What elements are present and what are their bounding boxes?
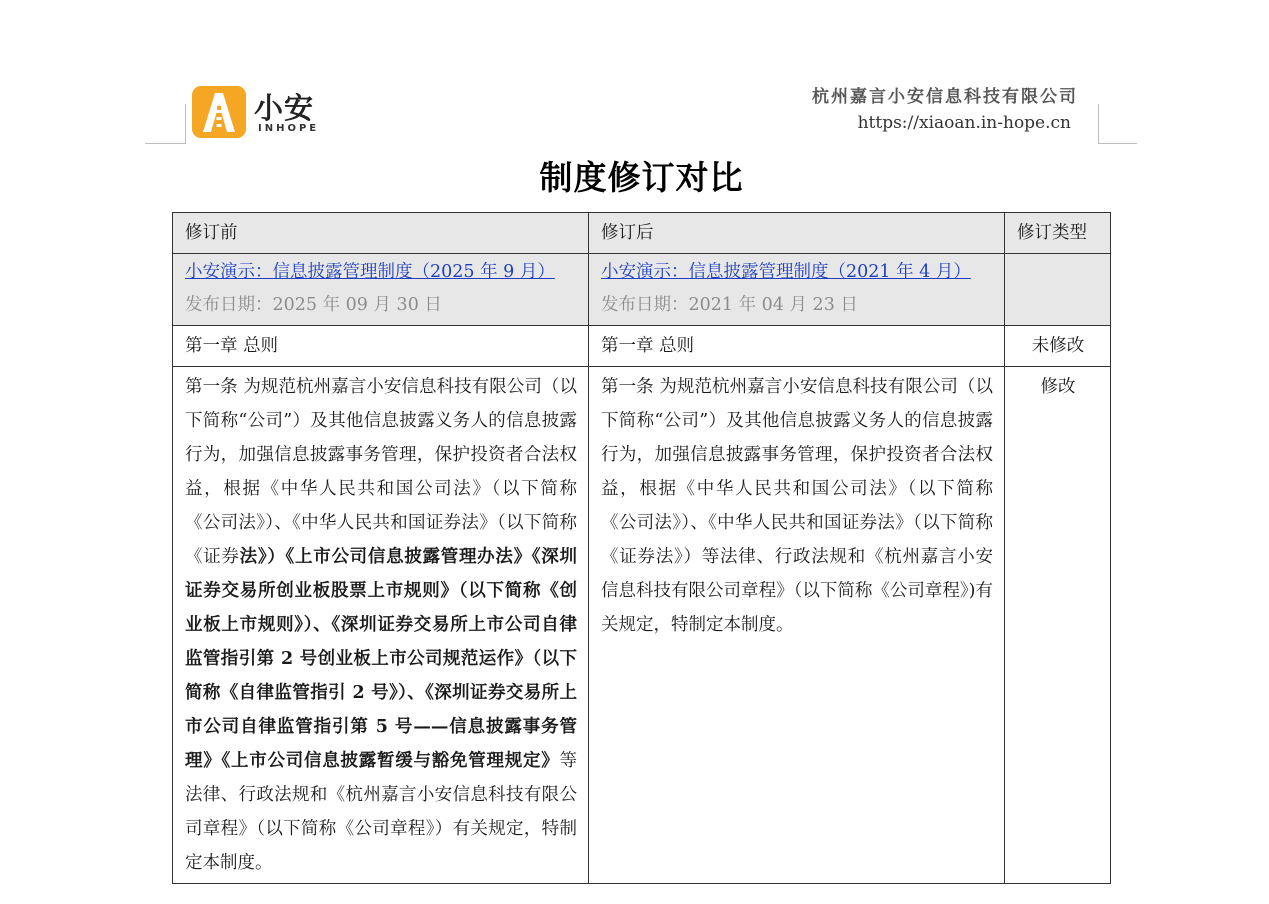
table-row xyxy=(173,326,1111,367)
column-header-before: 修订前 xyxy=(173,213,589,254)
after-doc-cell xyxy=(589,254,1005,326)
table-row xyxy=(173,367,1111,884)
before-article-text: 第一条 为规范杭州嘉言小安信息科技有限公司（以下简称“公司”）及其他信息披露义务人的信息披露行为，加强信息披露事务管理，保护投资者合法权益，根据《中华人民共和国公司法》（以下简称《公司法》）、《中华人民共和国证券法》（以下简称《证券 xyxy=(185,377,577,567)
after-article-cell: 第一条 为规范杭州嘉言小安信息科技有限公司（以下简称“公司”）及其他信息披露义务人的信息披露行为，加强信息披露事务管理，保护投资者合法权益，根据《中华人民共和国公司法》（以下简称《公司法》）、《中华人民共和国证券法》（以下简称《证券法》）等法律、行政法规和《杭州嘉言小安信息科技有限公司章程》（以下简称《公司章程》)有关规定，特制定本制度。 xyxy=(589,367,1005,884)
page-title: 制度修订对比 xyxy=(539,158,744,197)
before-article-added-text: 法》）《上市公司信息披露管理办法》《深圳证券交易所创业板股票上市规则》（以下简称《创业板上市规则》）、《深圳证券交易所上市公司自律监管指引第 2 号创业板上市公司规范运作》（以下简称《自律监管指引 2 号》）、《深圳证券交易所上市公司自律监管指引第 5 号——信息披露事务管理》《上市公司信息披露暂缓与豁免管理规定》 xyxy=(185,547,578,771)
revision-type-modified: 修改 xyxy=(1005,367,1111,884)
company-logo xyxy=(192,86,332,140)
source-type-cell xyxy=(1005,254,1111,326)
before-doc-date: 发布日期：2025 年 09 月 30 日 xyxy=(185,295,442,315)
before-doc-cell xyxy=(173,254,589,326)
company-website[interactable]: https://xiaoan.in-hope.cn xyxy=(857,113,1071,133)
before-article-text-end: 等法律、行政法规和《杭州嘉言小安信息科技有限公司章程》（以下简称《公司章程》）有关规定，特制定本制度。 xyxy=(185,751,577,873)
after-chapter-cell: 第一章 总则 xyxy=(589,326,1005,367)
crop-mark-top-right xyxy=(1098,104,1137,144)
column-header-type: 修订类型 xyxy=(1005,213,1111,254)
before-article-cell xyxy=(173,367,589,884)
source-docs-row xyxy=(173,254,1111,326)
crop-mark-top-left xyxy=(145,104,186,144)
logo-subtitle: INHOPE xyxy=(258,123,320,134)
logo-a-icon xyxy=(192,86,246,138)
revision-comparison-table xyxy=(172,212,1111,884)
table-header-row xyxy=(173,213,1111,254)
revision-type-unchanged: 未修改 xyxy=(1005,326,1111,367)
logo-text: 小安 xyxy=(254,91,315,125)
company-name: 杭州嘉言小安信息科技有限公司 xyxy=(812,87,1078,107)
before-chapter-cell: 第一章 总则 xyxy=(173,326,589,367)
before-doc-link[interactable]: 小安演示：信息披露管理制度（2025 年 9 月） xyxy=(185,262,555,282)
column-header-after: 修订后 xyxy=(589,213,1005,254)
after-doc-link[interactable]: 小安演示：信息披露管理制度（2021 年 4 月） xyxy=(601,262,971,282)
after-doc-date: 发布日期：2021 年 04 月 23 日 xyxy=(601,295,858,315)
